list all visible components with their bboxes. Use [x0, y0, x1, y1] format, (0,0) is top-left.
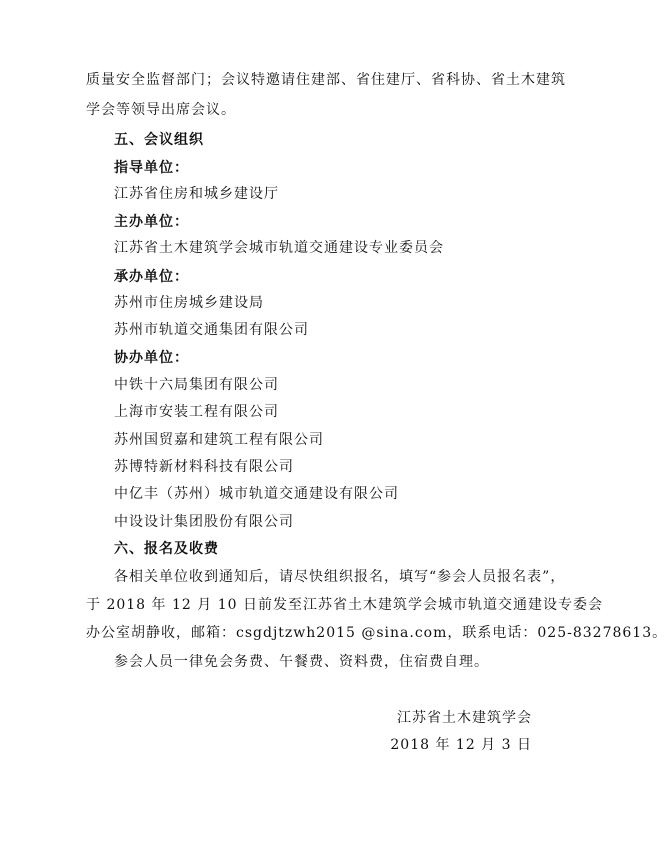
organizer-unit-label: 承办单位：: [114, 269, 189, 285]
section-6-para1-line2: 于 2018 年 12 月 10 日前发至江苏省土木建筑学会城市轨道交通建设专委会: [86, 597, 603, 613]
section-6-title: 六、报名及收费: [114, 541, 219, 557]
organizer-unit-1: 苏州市住房城乡建设局: [114, 295, 264, 311]
co-unit-label: 协办单位：: [114, 350, 189, 366]
guide-unit-1: 江苏省住房和城乡建设厅: [114, 186, 279, 202]
co-unit-2: 上海市安装工程有限公司: [114, 404, 279, 420]
section-6-para1-line3: 办公室胡静收，邮箱：csgdjtzwh2015 @sina.com，联系电话：025-83278613。: [86, 625, 667, 641]
signature-org: 江苏省土木建筑学会: [397, 710, 532, 726]
co-unit-5: 中亿丰（苏州）城市轨道交通建设有限公司: [114, 486, 399, 502]
intro-line-2: 学会等领导出席会议。: [86, 102, 236, 118]
section-6-para1-line1: 各相关单位收到通知后，请尽快组织报名，填写“参会人员报名表”，: [114, 569, 566, 585]
intro-line-1: 质量安全监督部门；会议特邀请住建部、省住建厅、省科协、省土木建筑: [86, 72, 566, 88]
organizer-unit-2: 苏州市轨道交通集团有限公司: [114, 322, 309, 338]
signature-date: 2018 年 12 月 3 日: [390, 737, 532, 753]
co-unit-3: 苏州国贸嘉和建筑工程有限公司: [114, 432, 324, 448]
guide-unit-label: 指导单位：: [114, 160, 189, 176]
section-6-para2: 参会人员一律免会务费、午餐费、资料费，住宿费自理。: [114, 654, 489, 670]
host-unit-1: 江苏省土木建筑学会城市轨道交通建设专业委员会: [114, 240, 444, 256]
co-unit-4: 苏博特新材料科技有限公司: [114, 459, 294, 475]
host-unit-label: 主办单位：: [114, 214, 189, 230]
co-unit-1: 中铁十六局集团有限公司: [114, 377, 279, 393]
section-5-title: 五、会议组织: [114, 132, 204, 148]
co-unit-6: 中设设计集团股份有限公司: [114, 514, 294, 530]
